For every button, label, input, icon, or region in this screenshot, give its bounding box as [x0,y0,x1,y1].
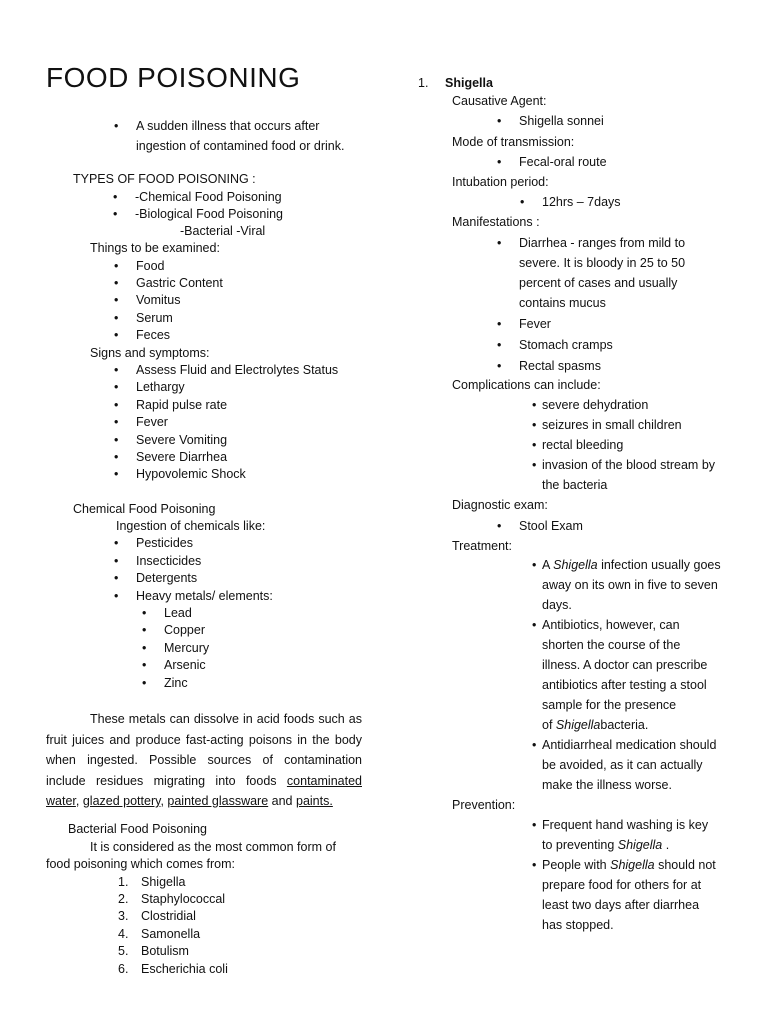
agent-value: • Shigella sonnei [519,114,604,128]
diagnostic-label: Diagnostic exam: [452,498,548,512]
treatment-italic: Shigella [555,718,601,732]
incubation-label: Intubation period: [452,175,549,189]
bacteria-num: 5. [118,944,129,958]
complications-label: Complications can include: [452,378,601,392]
bacteria-num: 3. [118,909,129,923]
link-paints: paints. [296,794,333,808]
manifest-item: • Stomach cramps [519,338,613,352]
bacterial-intro: food poisoning which comes from: [46,857,235,871]
bacteria-num: 6. [118,962,129,976]
prevention-italic: Shigella [610,858,655,872]
prevention-text: People with [542,858,611,872]
types-sub: -Bacterial -Viral [180,224,266,238]
treatment-item: • Antidiarrheal medication should [542,738,716,752]
treatment-label: Treatment: [452,539,512,553]
prevention-item [542,858,716,872]
metal-item: • Lead [164,606,192,620]
treatment-item-cont: make the illness worse. [542,778,672,792]
complication-item-cont: the bacteria [542,478,608,492]
metal-item: • Mercury [164,641,209,655]
incubation-value: • 12hrs – 7days [542,195,621,209]
prevention-item: • Frequent hand washing is key [542,818,708,832]
examined-item: • Vomitus [136,293,180,307]
paragraph-line: fruit juices and produce fast-acting poisons in the body [46,732,362,747]
transmission-label: Mode of transmission: [452,135,575,149]
definition-line: ingestion of contamined food or drink. [136,139,345,153]
chemical-item: • Pesticides [136,536,193,550]
signs-item: • Fever [136,415,168,429]
metal-item: • Zinc [164,676,188,690]
examined-item: • Gastric Content [136,276,223,290]
paragraph-line: These metals can dissolve in acid foods such as [90,712,362,726]
shigella-heading: Shigella [445,76,493,90]
shigella-num: 1. [418,76,429,90]
prevention-item-cont: least two days after diarrhea [542,898,700,912]
manifest-item: • Diarrhea - ranges from mild to [519,236,685,250]
paragraph-line [46,771,362,792]
prevention-italic: Shigella [617,838,663,852]
complication-item: • invasion of the blood stream by [542,458,715,472]
prevention-item-cont: has stopped. [542,918,614,932]
treatment-italic: Shigella [553,558,598,572]
bacteria-item: Clostridial [141,909,196,923]
prevention-text: . [662,838,670,852]
treatment-text: of [542,718,556,732]
prevention-item-cont: prepare food for others for at [542,878,702,892]
page-title: FOOD POISONING [46,62,301,93]
metal-item: • Copper [164,623,205,637]
link-water: water [46,794,76,808]
signs-item: • Assess Fluid and Electrolytes Status [136,363,338,377]
types-item: • -Chemical Food Poisoning [135,190,282,204]
examined-item: • Food [136,259,165,273]
paragraph-text: include residues migrating into foods [46,773,277,788]
signs-heading: Signs and symptoms: [90,346,210,360]
signs-item: • Severe Diarrhea [136,450,227,464]
manifest-item-cont: severe. It is bloody in 25 to 50 [519,256,686,270]
bacteria-num: 4. [118,927,129,941]
treatment-item: • Antibiotics, however, can [542,618,680,632]
treatment-item-cont: be avoided, as it can actually [542,758,703,772]
prevention-label: Prevention: [452,798,516,812]
link-contaminated: contaminated [286,773,362,788]
bacteria-item: Samonella [141,927,201,941]
link-glazed-pottery: glazed pottery [82,794,161,808]
paragraph-line: when ingested. Possible sources of contamination [46,753,362,767]
treatment-item [542,558,721,572]
treatment-item-cont: illness. A doctor can prescribe [542,658,708,672]
treatment-item-cont: away on its own in five to seven [542,578,718,592]
bacteria-item: Botulism [141,944,189,958]
metals-paragraph [46,709,362,812]
paragraph-text: and [271,794,293,808]
chemical-intro: Ingestion of chemicals like: [116,519,266,533]
paragraph-line: water, glazed pottery, painted glassware and paints. [46,794,333,808]
treatment-text: A [542,558,554,572]
signs-item: • Lethargy [136,380,185,394]
manifest-item: • Rectal spasms [519,359,601,373]
treatment-item-cont: shorten the course of the [542,638,681,652]
examined-item: • Serum [136,311,173,325]
agent-label: Causative Agent: [452,94,547,108]
signs-item: • Severe Vomiting [136,433,227,447]
complication-item: • severe dehydration [542,398,648,412]
treatment-item-cont: antibiotics after testing a stool [542,678,707,692]
diagnostic-value: • Stool Exam [519,519,583,533]
chemical-heading: Chemical Food Poisoning [73,502,216,516]
signs-item: • Rapid pulse rate [136,398,227,412]
metal-item: • Arsenic [164,658,206,672]
chemical-item: • Detergents [136,571,197,585]
complication-item: • rectal bleeding [542,438,623,452]
definition-line: • A sudden illness that occurs after [136,119,319,133]
treatment-item-cont: days. [542,598,572,612]
transmission-value: • Fecal-oral route [519,155,607,169]
bacteria-num: 2. [118,892,129,906]
link-painted-glassware: painted glassware [167,794,269,808]
manifest-label: Manifestations : [452,215,540,229]
complication-item: • seizures in small children [542,418,682,432]
prevention-text: should not [654,858,716,872]
bacteria-item: Shigella [141,875,186,889]
chemical-item: • Heavy metals/ elements: [136,589,273,603]
treatment-text: bacteria. [600,718,649,732]
bacteria-num: 1. [118,875,129,889]
types-heading: TYPES OF FOOD POISONING : [73,172,256,186]
treatment-text: infection usually goes [597,558,721,572]
bacterial-heading: Bacterial Food Poisoning [68,822,207,836]
bacteria-item: Staphylococcal [141,892,226,906]
chemical-item: • Insecticides [136,554,201,568]
manifest-item: • Fever [519,317,551,331]
treatment-item-cont [542,718,648,732]
prevention-item-cont [542,838,669,852]
treatment-item-cont: sample for the presence [542,698,677,712]
examined-item: • Feces [136,328,170,342]
signs-item: • Hypovolemic Shock [136,467,246,481]
prevention-text: to preventing [542,838,618,852]
bacterial-intro: It is considered as the most common form of [90,840,336,854]
manifest-item-cont: percent of cases and usually [519,276,678,290]
bacteria-item: Escherichia coli [141,962,228,976]
types-item: • -Biological Food Poisoning [135,207,283,221]
examined-heading: Things to be examined: [90,241,220,255]
manifest-item-cont: contains mucus [519,296,606,310]
